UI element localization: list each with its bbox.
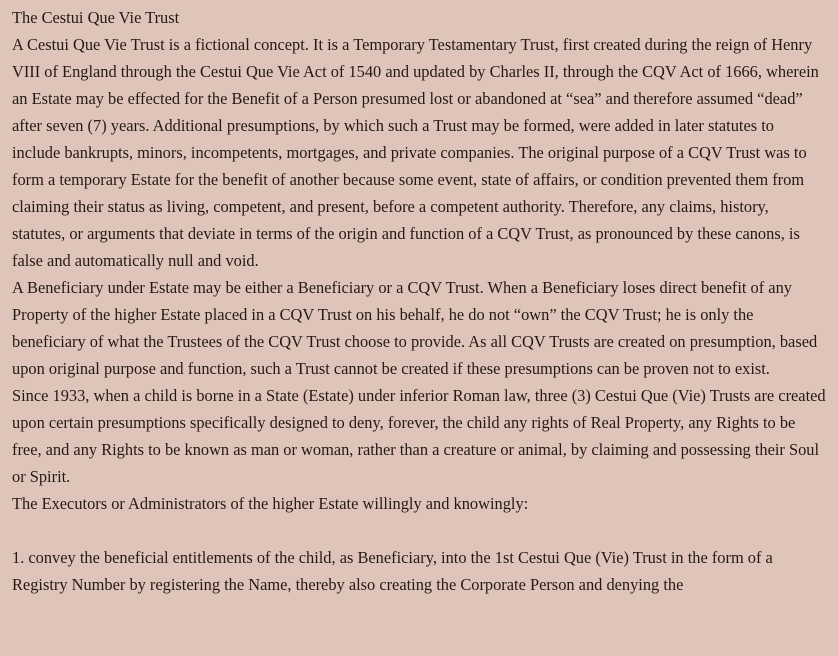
blank-line xyxy=(12,517,826,544)
paragraph-cqv-definition: A Cestui Que Vie Trust is a fictional concept. It is a Temporary Testamentary Trust, first created during the reign of Henry VIII of England through the Cestui Que Vie Act of 1540 and updated by Charles II, through the CQV Act of 1666, wherein an Estate may be effected for the Benefit of a Person presumed lost or abandoned at “sea” and therefore assumed “dead” after seven (7) years. Additional presumptions, by which such a Trust may be formed, were added in later statutes to include bankrupts, minors, incompetents, mortgages, and private companies. The original purpose of a CQV Trust was to form a temporary Estate for the benefit of another because some event, state of affairs, or condition prevented them from claiming their status as living, competent, and present, before a competent authority. Therefore, any claims, history, statutes, or arguments that deviate in terms of the origin and function of a CQV Trust, as pronounced by these canons, is false and automatically null and void. xyxy=(12,35,819,270)
paragraph-beneficiary: A Beneficiary under Estate may be either a Beneficiary or a CQV Trust. When a Beneficiary loses direct benefit of any Property of the higher Estate placed in a CQV Trust on his behalf, he do not “own” the CQV Trust; he is only the beneficiary of what the Trustees of the CQV Trust choose to provide. As all CQV Trusts are created on presumption, based upon original purpose and function, such a Trust cannot be created if these presumptions can be proven not to exist. xyxy=(12,278,818,378)
document-title: The Cestui Que Vie Trust xyxy=(12,8,180,27)
document-body xyxy=(12,4,826,598)
paragraph-since-1933: Since 1933, when a child is borne in a State (Estate) under inferior Roman law, three (3) Cestui Que (Vie) Trusts are created upon certain presumptions specifically designed to deny, forever, the child any rights of Real Property, any Rights to be free, and any Rights to be known as man or woman, rather than a creature or animal, by claiming and possessing their Soul or Spirit. xyxy=(12,386,826,486)
paragraph-executors: The Executors or Administrators of the higher Estate willingly and knowingly: xyxy=(12,494,529,513)
list-item: 1. convey the beneficial entitlements of the child, as Beneficiary, into the 1st Cestui Que (Vie) Trust in the form of a Registry Number by registering the Name, thereby also creating the Corporate Person and denying the xyxy=(12,548,773,594)
